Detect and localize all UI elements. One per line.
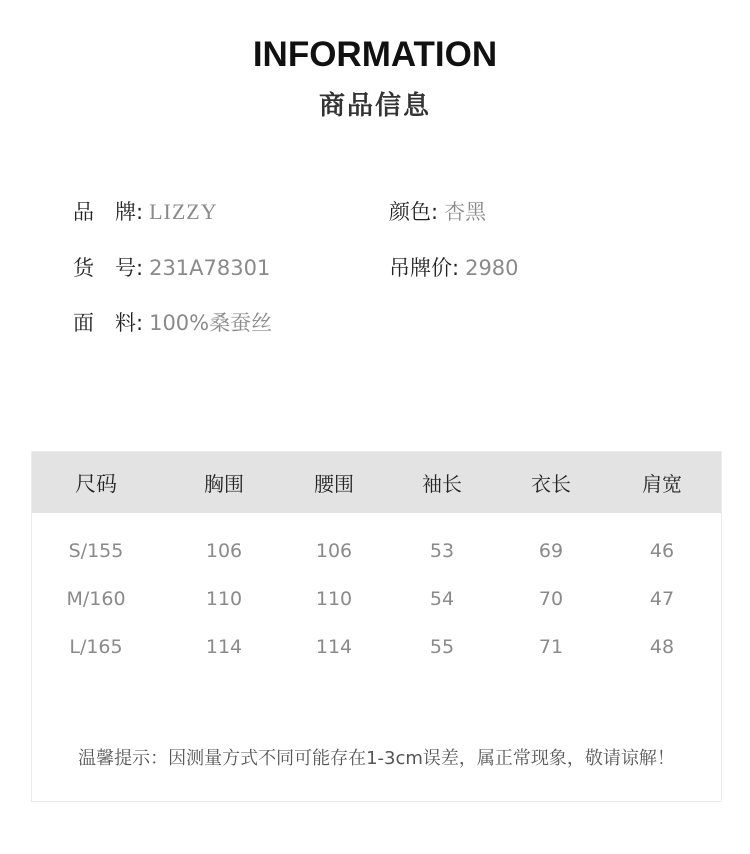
table-cell: S/155: [68, 540, 124, 562]
measurement-note: 温馨提示：因测量方式不同可能存在1-3cm误差，属正常现象，敬请谅解！: [78, 748, 675, 769]
info-brand-label: 品 牌: [73, 200, 136, 224]
header-cell-waist: 腰围: [314, 472, 354, 496]
colon: :: [136, 311, 144, 335]
info-color-value: 杏黑: [444, 200, 487, 224]
table-cell: 46: [649, 540, 675, 562]
header-cell-sleeve: 袖长: [422, 472, 462, 496]
info-color: [389, 197, 486, 227]
header-cell-length: 衣长: [531, 472, 571, 496]
colon: :: [431, 200, 439, 224]
table-cell: 71: [538, 636, 564, 658]
table-cell: 47: [649, 588, 675, 610]
colon: :: [452, 256, 460, 280]
header-cell-bust: 胸围: [204, 472, 244, 496]
info-item-no-label: 货 号: [73, 256, 136, 280]
table-cell: 54: [429, 588, 455, 610]
info-material-value: 100%桑蚕丝: [149, 311, 273, 335]
table-cell: M/160: [66, 588, 126, 610]
table-cell: 114: [205, 636, 243, 658]
colon: :: [136, 256, 144, 280]
info-material: [73, 308, 272, 338]
info-color-label: 颜色: [389, 200, 431, 224]
page-title-cn: 商品信息: [318, 91, 431, 121]
header-cell-shoulder: 肩宽: [642, 472, 682, 496]
info-item-no-value: 231A78301: [149, 256, 271, 280]
info-tag-price-value: 2980: [465, 256, 519, 280]
table-cell: 106: [315, 540, 353, 562]
size-table-header: [32, 452, 721, 513]
table-cell: 114: [315, 636, 353, 658]
table-cell: 106: [205, 540, 243, 562]
table-cell: 69: [538, 540, 564, 562]
info-item-no: [73, 253, 270, 283]
table-cell: 55: [429, 636, 455, 658]
info-brand-value: LIZZY: [149, 199, 218, 224]
table-cell: 70: [538, 588, 564, 610]
table-cell: L/165: [69, 636, 123, 658]
colon: :: [136, 200, 144, 224]
table-cell: 53: [429, 540, 455, 562]
header-cell-size: 尺码: [75, 472, 117, 496]
info-material-label: 面 料: [73, 311, 136, 335]
page-title-en: INFORMATION: [252, 35, 498, 74]
info-tag-price-label: 吊牌价: [389, 256, 452, 280]
table-cell: 110: [205, 588, 243, 610]
table-cell: 110: [315, 588, 353, 610]
info-brand: [73, 197, 218, 227]
table-cell: 48: [649, 636, 675, 658]
info-tag-price: [389, 253, 519, 283]
